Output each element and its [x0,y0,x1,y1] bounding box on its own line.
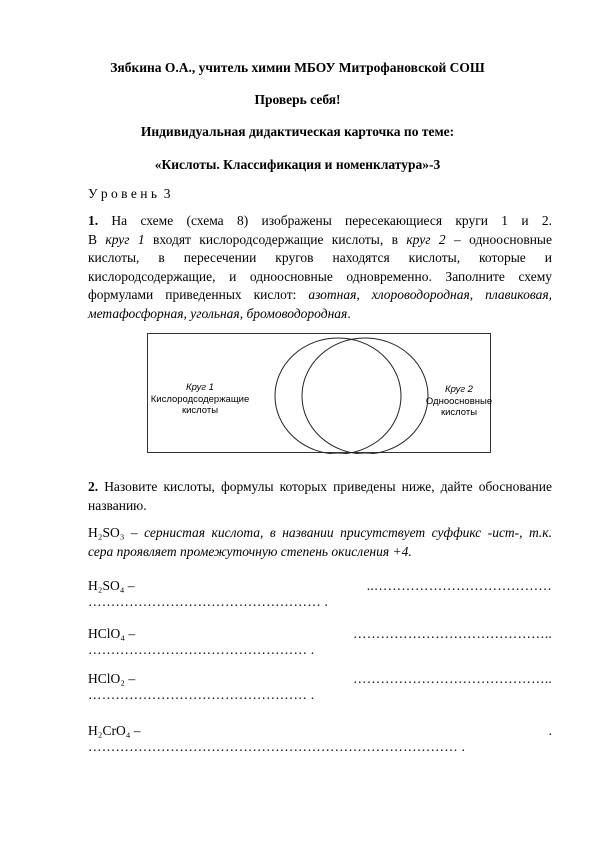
circle1-label-a: Кислородсодержащие [150,393,250,405]
task1-line2-mid: входят кислородсодержащие кислоты, в [144,231,407,247]
circle1-label-b: кислоты [181,405,219,416]
topic-title: «Кислоты. Классификация и номенклатура»-3 [154,157,441,172]
task1-line3: кислоты, в пересечении кругов находятся кислоты, которые и [88,250,552,265]
task1-line1: На схеме (схема 8) изображены пересекающиеся круги 1 и 2. [111,213,552,228]
answer-line-a[interactable]: …………………………………….. [353,671,552,686]
answer-row-hclo2 [88,671,552,703]
answer-line-b[interactable]: ……………………………………………………………………… . [88,739,466,754]
answer-line-b[interactable]: ………………………………………… . [88,687,315,702]
task1-line6-post: . [347,305,351,321]
task1-number: 1. [88,213,99,228]
formula-h2cro4: H₂CrO₄ – [88,723,141,738]
task1-acid-list-a: азотная, хлороводородная, плавиковая, [308,287,552,302]
circle-2 [302,338,428,454]
answer-line-a[interactable]: …………………………………….. [353,626,552,641]
circle1-label [148,382,252,417]
circle2-label [420,384,498,419]
task2-number: 2. [88,479,99,494]
answer-row-hclo4 [88,626,552,658]
circle2-label-b: кислоты [440,407,478,418]
answer-row-h2so4 [88,578,552,610]
card-title: Индивидуальная дидактическая карточка по теме: [140,124,455,139]
answer-row-h2cro4 [88,723,552,755]
task2-instructions: Назовите кислоты, формулы которых приведены ниже, дайте обоснование названию. [88,479,552,513]
author-line: Зябкина О.А., учитель химии МБОУ Митрофановской СОШ [110,60,485,75]
circle2-label-a: Одноосновные [425,395,493,407]
venn-diagram [147,333,491,453]
answer-line-a[interactable]: ..………………………………… [366,578,552,593]
answer-line-b[interactable]: …………………………………………… . [88,594,329,609]
task1-text [88,212,552,323]
task1-line5-pre: формулами приведенных кислот: [88,287,309,302]
circle-1 [275,338,401,454]
task1-circle1-ref: круг 1 [105,231,145,247]
task1-acid-list-b: метафосфорная, угольная, бромоводородная [88,305,348,321]
task1-line4: кислородсодержащие, и одноосновные одновременно. Заполните схему [88,268,552,284]
task1-circle2-ref: круг 2 [406,231,446,247]
level-label: У р о в е н ь 3 [88,186,171,201]
answer-line-b[interactable]: ………………………………………… . [88,642,315,657]
formula-hclo4: HСlO₄ – [88,626,136,641]
formula-h2so4: H₂SO₄ – [88,578,135,593]
circle1-title: Круг 1 [186,382,214,393]
task1-line2-post: – одноосновные [445,231,552,247]
answer-line-a[interactable]: . [548,723,552,738]
example-formula: H₂SO₃ [88,525,125,540]
task2-text [88,478,552,515]
check-yourself-heading: Проверь себя! [254,92,341,107]
circle2-title: Круг 2 [445,384,473,395]
task1-line2-pre: В [88,231,106,247]
formula-hclo2: HСlO₂ – [88,671,136,686]
example-explanation: – сернистая кислота, в названии присутствует суффикс -ист-, т.к. сера проявляет промежуточную степень окисления +4. [88,525,552,559]
task2-example [88,524,552,561]
